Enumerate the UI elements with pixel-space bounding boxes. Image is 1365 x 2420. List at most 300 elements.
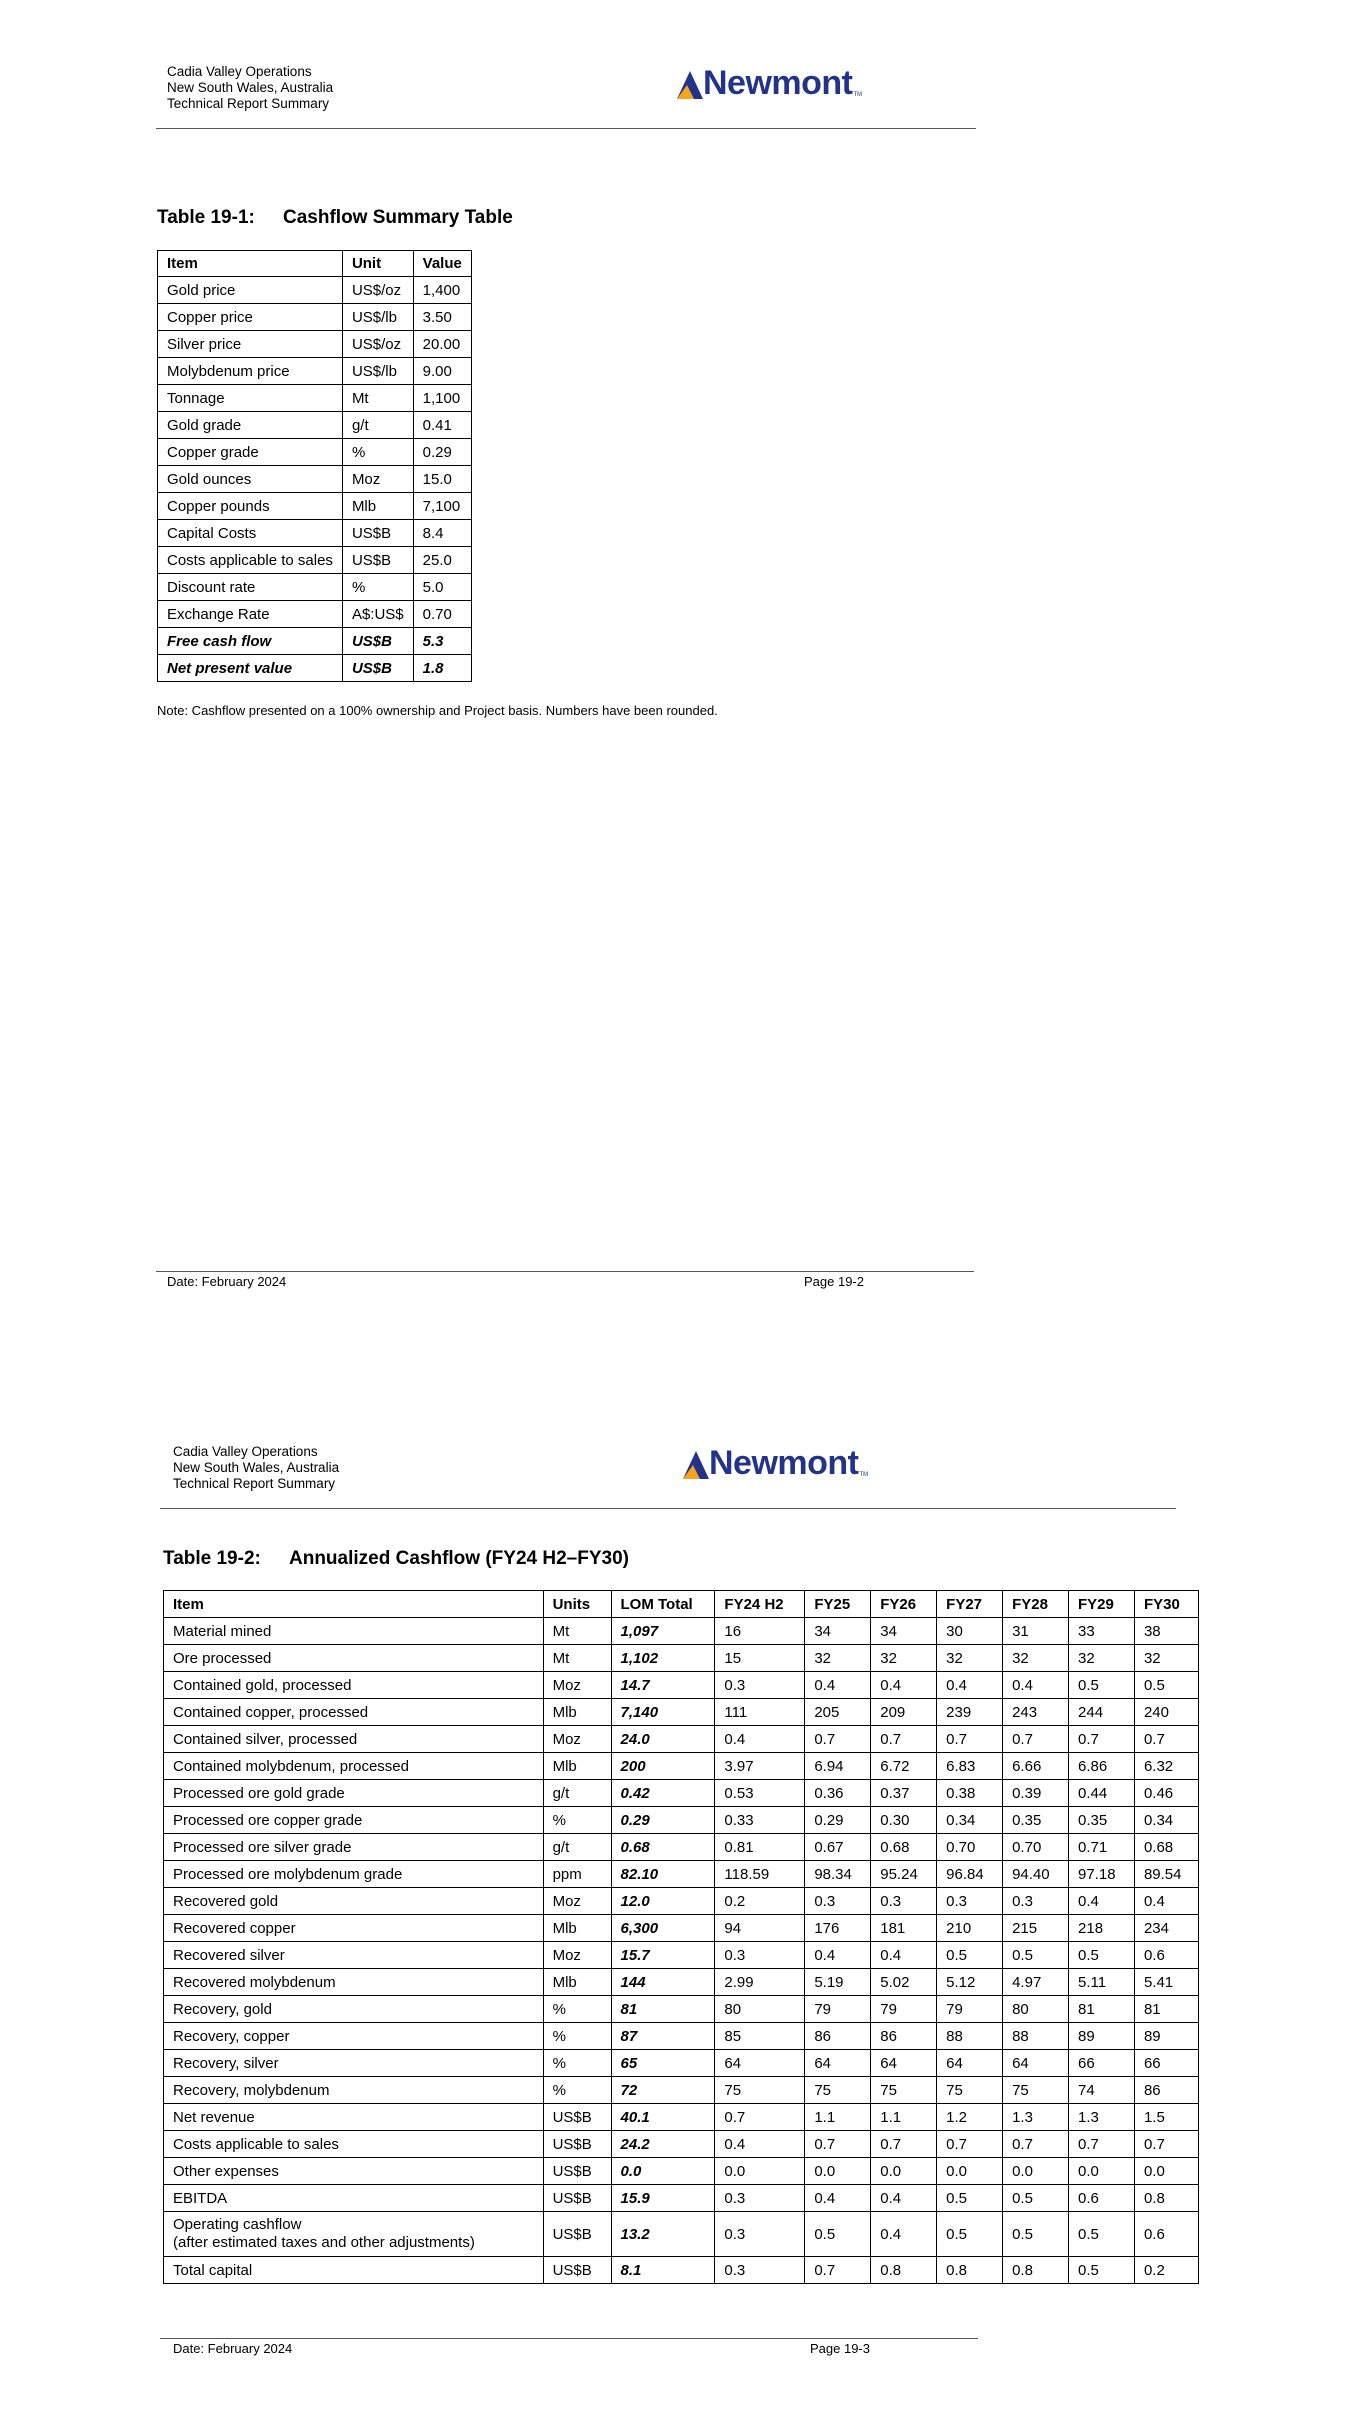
table-cell: 0.4 <box>805 1942 871 1969</box>
table-cell: 0.5 <box>1069 2212 1135 2257</box>
table-cell: % <box>543 2050 611 2077</box>
table-cell: 0.7 <box>1069 2131 1135 2158</box>
table-row <box>164 2185 1199 2212</box>
table-cell: 0.5 <box>1134 1672 1198 1699</box>
table-cell: Mlb <box>543 1915 611 1942</box>
table-cell: 80 <box>715 1996 805 2023</box>
table-cell: Mlb <box>543 1753 611 1780</box>
table-cell: g/t <box>543 1780 611 1807</box>
table-cell: 1.5 <box>1134 2104 1198 2131</box>
table-cell: Gold grade <box>158 412 343 439</box>
table-row <box>158 520 472 547</box>
table-cell: 0.0 <box>1069 2158 1135 2185</box>
table-cell: 31 <box>1003 1618 1069 1645</box>
table-cell: 0.2 <box>715 1888 805 1915</box>
table-cell: 34 <box>871 1618 937 1645</box>
page1-footer-page: Page 19-2 <box>804 1274 864 1289</box>
table-cell: 15.9 <box>611 2185 715 2212</box>
table-cell: 8.1 <box>611 2257 715 2284</box>
table-cell: 0.46 <box>1134 1780 1198 1807</box>
table-cell: 176 <box>805 1915 871 1942</box>
table-row <box>158 601 472 628</box>
row-label: Contained copper, processed <box>164 1699 544 1726</box>
table-cell: 0.3 <box>1003 1888 1069 1915</box>
table-cell: Tonnage <box>158 385 343 412</box>
table-cell: 32 <box>871 1645 937 1672</box>
table-cell: 64 <box>805 2050 871 2077</box>
table-row <box>164 1915 1199 1942</box>
table-cell: 89 <box>1134 2023 1198 2050</box>
row-label: Recovered silver <box>164 1942 544 1969</box>
table-row <box>164 1834 1199 1861</box>
table-cell: Free cash flow <box>158 628 343 655</box>
logo-trademark: TM <box>859 1471 869 1478</box>
row-label: Recovered copper <box>164 1915 544 1942</box>
table-cell: 0.39 <box>1003 1780 1069 1807</box>
table-cell: 0.2 <box>1134 2257 1198 2284</box>
row-label: Recovery, silver <box>164 2050 544 2077</box>
table-cell: 1.3 <box>1069 2104 1135 2131</box>
table-cell: 0.4 <box>1134 1888 1198 1915</box>
page1-header-rule <box>156 128 976 129</box>
table-cell: 75 <box>805 2077 871 2104</box>
row-label: Contained gold, processed <box>164 1672 544 1699</box>
row-label: Material mined <box>164 1618 544 1645</box>
table-cell: Gold ounces <box>158 466 343 493</box>
table-cell: 0.29 <box>611 1807 715 1834</box>
table-cell: 6.86 <box>1069 1753 1135 1780</box>
row-label: Total capital <box>164 2257 544 2284</box>
column-header: FY26 <box>871 1591 937 1618</box>
header-line-location: New South Wales, Australia <box>173 1460 340 1475</box>
page2-header-text <box>173 1444 339 1492</box>
table-cell: 6.83 <box>937 1753 1003 1780</box>
table-row <box>158 277 472 304</box>
table-cell: Mt <box>543 1645 611 1672</box>
page1-table-title <box>157 207 513 229</box>
table-cell: 0.7 <box>871 2131 937 2158</box>
table-cell: 0.35 <box>1003 1807 1069 1834</box>
table-cell: 8.4 <box>413 520 471 547</box>
table-cell: 0.41 <box>413 412 471 439</box>
row-label: Ore processed <box>164 1645 544 1672</box>
row-label: Recovered gold <box>164 1888 544 1915</box>
header-line-location: New South Wales, Australia <box>167 80 334 95</box>
table-cell: 81 <box>611 1996 715 2023</box>
table-row <box>158 574 472 601</box>
row-label: Recovery, gold <box>164 1996 544 2023</box>
table-cell: % <box>543 1996 611 2023</box>
table-cell: 144 <box>611 1969 715 1996</box>
table-cell: 86 <box>1134 2077 1198 2104</box>
table-cell: 89.54 <box>1134 1861 1198 1888</box>
table-row <box>158 358 472 385</box>
table-header-row <box>158 251 472 277</box>
table-cell: 0.7 <box>805 1726 871 1753</box>
table-cell: 0.4 <box>1003 1672 1069 1699</box>
page1-footer-date: Date: February 2024 <box>167 1274 287 1289</box>
table-cell: 0.3 <box>715 2212 805 2257</box>
table-cell: 0.81 <box>715 1834 805 1861</box>
table-row <box>158 331 472 358</box>
table-cell: g/t <box>342 412 413 439</box>
page2-footer-page: Page 19-3 <box>810 2341 870 2356</box>
table-cell: 1,097 <box>611 1618 715 1645</box>
table-cell: 240 <box>1134 1699 1198 1726</box>
row-label: EBITDA <box>164 2185 544 2212</box>
table-cell: 6.32 <box>1134 1753 1198 1780</box>
table-cell: 0.8 <box>1003 2257 1069 2284</box>
table-cell: 0.6 <box>1069 2185 1135 2212</box>
table-cell: 0.4 <box>715 2131 805 2158</box>
row-label: Other expenses <box>164 2158 544 2185</box>
row-label: Processed ore gold grade <box>164 1780 544 1807</box>
table-cell: 25.0 <box>413 547 471 574</box>
table-row <box>164 1996 1199 2023</box>
table-cell: 0.3 <box>871 1888 937 1915</box>
table-cell: 33 <box>1069 1618 1135 1645</box>
table-cell: US$B <box>543 2185 611 2212</box>
row-label: Net revenue <box>164 2104 544 2131</box>
table-row <box>164 2050 1199 2077</box>
row-label: Processed ore silver grade <box>164 1834 544 1861</box>
table-cell: 0.8 <box>871 2257 937 2284</box>
table-cell: 0.5 <box>1069 1942 1135 1969</box>
logo-trademark: TM <box>853 91 863 98</box>
column-header: Value <box>413 251 471 277</box>
table-cell: 0.44 <box>1069 1780 1135 1807</box>
row-label: Contained molybdenum, processed <box>164 1753 544 1780</box>
column-header: FY27 <box>937 1591 1003 1618</box>
table-cell: 75 <box>1003 2077 1069 2104</box>
header-line-report: Technical Report Summary <box>167 96 330 111</box>
table-cell: 34 <box>805 1618 871 1645</box>
table-cell: 0.7 <box>1003 1726 1069 1753</box>
table-cell: 0.0 <box>1003 2158 1069 2185</box>
table-cell: 0.7 <box>871 1726 937 1753</box>
page2-footer-date: Date: February 2024 <box>173 2341 293 2356</box>
table-cell: 205 <box>805 1699 871 1726</box>
page1-header-text <box>167 64 333 112</box>
table-cell: 5.0 <box>413 574 471 601</box>
table-cell: 0.0 <box>1134 2158 1198 2185</box>
table-cell: 12.0 <box>611 1888 715 1915</box>
table-cell: 234 <box>1134 1915 1198 1942</box>
table-row <box>158 466 472 493</box>
annualized-cashflow-table <box>163 1590 1199 2284</box>
row-label: Processed ore molybdenum grade <box>164 1861 544 1888</box>
table-cell: 79 <box>871 1996 937 2023</box>
table-cell: 0.33 <box>715 1807 805 1834</box>
table-cell: 5.02 <box>871 1969 937 1996</box>
table-cell: Copper grade <box>158 439 343 466</box>
table-row <box>164 2104 1199 2131</box>
page1-footer-rule <box>156 1271 974 1272</box>
table-cell: US$B <box>543 2212 611 2257</box>
table-cell: 0.7 <box>1134 1726 1198 1753</box>
table-cell: 215 <box>1003 1915 1069 1942</box>
table-cell: 1,102 <box>611 1645 715 1672</box>
table-cell: 0.4 <box>715 1726 805 1753</box>
table-row <box>164 1753 1199 1780</box>
table-cell: Gold price <box>158 277 343 304</box>
table-cell: 0.34 <box>1134 1807 1198 1834</box>
table-cell: 0.7 <box>1134 2131 1198 2158</box>
table-cell: 32 <box>1069 1645 1135 1672</box>
column-header: FY24 H2 <box>715 1591 805 1618</box>
table-cell: 1.3 <box>1003 2104 1069 2131</box>
table-cell: 0.29 <box>805 1807 871 1834</box>
table-cell: 0.0 <box>937 2158 1003 2185</box>
table-cell: % <box>543 2077 611 2104</box>
table-row <box>164 2212 1199 2257</box>
table-cell: 5.41 <box>1134 1969 1198 1996</box>
table-cell: 0.0 <box>611 2158 715 2185</box>
table-cell: 15.7 <box>611 1942 715 1969</box>
table-cell: Capital Costs <box>158 520 343 547</box>
table-cell: 0.0 <box>715 2158 805 2185</box>
table-cell: US$/oz <box>342 277 413 304</box>
table-cell: 75 <box>715 2077 805 2104</box>
table-cell: 94.40 <box>1003 1861 1069 1888</box>
table-cell: 0.5 <box>805 2212 871 2257</box>
table-cell: 65 <box>611 2050 715 2077</box>
table-cell: 244 <box>1069 1699 1135 1726</box>
table-cell: 97.18 <box>1069 1861 1135 1888</box>
table-cell: 0.67 <box>805 1834 871 1861</box>
page1-newmont-logo <box>677 64 862 103</box>
table-cell: 0.7 <box>937 2131 1003 2158</box>
table-cell: 96.84 <box>937 1861 1003 1888</box>
table-cell: 0.71 <box>1069 1834 1135 1861</box>
table-cell: 0.4 <box>805 1672 871 1699</box>
table-number: Table 19-2: <box>163 1548 261 1569</box>
table-cell: 72 <box>611 2077 715 2104</box>
table-cell: 0.8 <box>1134 2185 1198 2212</box>
table-cell: US$B <box>342 655 413 682</box>
table-cell: 0.7 <box>805 2131 871 2158</box>
table-cell: US$B <box>342 628 413 655</box>
newmont-mark-icon <box>677 69 703 99</box>
table-cell: 0.30 <box>871 1807 937 1834</box>
table-cell: 95.24 <box>871 1861 937 1888</box>
header-line-report: Technical Report Summary <box>173 1476 336 1491</box>
table-cell: 6,300 <box>611 1915 715 1942</box>
table-row <box>158 547 472 574</box>
table-row <box>164 1807 1199 1834</box>
table-cell: 0.4 <box>937 1672 1003 1699</box>
table-cell: 1.8 <box>413 655 471 682</box>
table-row <box>158 439 472 466</box>
table-cell: 6.72 <box>871 1753 937 1780</box>
table-row <box>164 2077 1199 2104</box>
table-cell: 0.0 <box>871 2158 937 2185</box>
table-cell: 0.5 <box>1003 2212 1069 2257</box>
table-cell: Moz <box>342 466 413 493</box>
table-cell: Costs applicable to sales <box>158 547 343 574</box>
table-cell: 0.4 <box>871 2185 937 2212</box>
table-cell: US$B <box>342 520 413 547</box>
table-cell: 94 <box>715 1915 805 1942</box>
table-cell: 1.1 <box>805 2104 871 2131</box>
table-cell: US$/lb <box>342 358 413 385</box>
table-cell: 0.70 <box>937 1834 1003 1861</box>
table-cell: US$B <box>342 547 413 574</box>
table-cell: % <box>543 1807 611 1834</box>
table-row <box>158 493 472 520</box>
table-cell: 0.3 <box>937 1888 1003 1915</box>
table-cell: 82.10 <box>611 1861 715 1888</box>
logo-wordmark: Newmont <box>709 1444 859 1482</box>
table-cell: 0.4 <box>805 2185 871 2212</box>
table-cell: 111 <box>715 1699 805 1726</box>
table-cell: 0.4 <box>871 1672 937 1699</box>
row-label: Operating cashflow (after estimated taxes and other adjustments) <box>164 2212 544 2257</box>
table-cell: 5.3 <box>413 628 471 655</box>
header-line-company: Cadia Valley Operations <box>167 64 312 79</box>
table-cell: 79 <box>937 1996 1003 2023</box>
table-cell: Molybdenum price <box>158 358 343 385</box>
table-cell: 0.6 <box>1134 2212 1198 2257</box>
table-cell: 0.3 <box>715 2257 805 2284</box>
page1-note: Note: Cashflow presented on a 100% ownership and Project basis. Numbers have been rounded. <box>157 703 718 718</box>
table-cell: 181 <box>871 1915 937 1942</box>
table-cell: 0.3 <box>715 1672 805 1699</box>
table-cell: 0.35 <box>1069 1807 1135 1834</box>
table-cell: 0.5 <box>937 2185 1003 2212</box>
table-cell: % <box>342 574 413 601</box>
table-cell: 15 <box>715 1645 805 1672</box>
table-cell: 0.7 <box>937 1726 1003 1753</box>
table-cell: 86 <box>805 2023 871 2050</box>
column-header: Item <box>158 251 343 277</box>
table-cell: US$/lb <box>342 304 413 331</box>
table-cell: 64 <box>937 2050 1003 2077</box>
table-cell: 64 <box>871 2050 937 2077</box>
table-cell: 118.59 <box>715 1861 805 1888</box>
table-cell: 4.97 <box>1003 1969 1069 1996</box>
table-cell: 14.7 <box>611 1672 715 1699</box>
table-number: Table 19-1: <box>157 207 255 228</box>
table-cell: 0.53 <box>715 1780 805 1807</box>
table-cell: 13.2 <box>611 2212 715 2257</box>
table-cell: 86 <box>871 2023 937 2050</box>
table-cell: 0.0 <box>805 2158 871 2185</box>
table-cell: 20.00 <box>413 331 471 358</box>
table-cell: 0.7 <box>715 2104 805 2131</box>
table-cell: Mt <box>543 1618 611 1645</box>
table-cell: 81 <box>1069 1996 1135 2023</box>
row-label: Processed ore copper grade <box>164 1807 544 1834</box>
table-cell: 209 <box>871 1699 937 1726</box>
table-row <box>164 1861 1199 1888</box>
table-cell: 0.6 <box>1134 1942 1198 1969</box>
table-row <box>164 1888 1199 1915</box>
table-cell: Copper pounds <box>158 493 343 520</box>
table-cell: 38 <box>1134 1618 1198 1645</box>
cashflow-summary-table <box>157 250 472 682</box>
row-label: Recovered molybdenum <box>164 1969 544 1996</box>
table-cell: A$:US$ <box>342 601 413 628</box>
table-row <box>164 1969 1199 1996</box>
table-cell: 87 <box>611 2023 715 2050</box>
table-cell: 40.1 <box>611 2104 715 2131</box>
column-header: Item <box>164 1591 544 1618</box>
column-header: FY29 <box>1069 1591 1135 1618</box>
column-header: Units <box>543 1591 611 1618</box>
page2-footer-rule <box>160 2338 978 2339</box>
table-cell: 0.29 <box>413 439 471 466</box>
header-line-company: Cadia Valley Operations <box>173 1444 318 1459</box>
table-cell: 0.4 <box>871 1942 937 1969</box>
table-cell: 0.3 <box>715 1942 805 1969</box>
table-cell: 0.68 <box>611 1834 715 1861</box>
table-row <box>164 2257 1199 2284</box>
table-cell: Net present value <box>158 655 343 682</box>
table-cell: 32 <box>805 1645 871 1672</box>
column-header: FY30 <box>1134 1591 1198 1618</box>
table-cell: 79 <box>805 1996 871 2023</box>
table-cell: 1,400 <box>413 277 471 304</box>
table-cell: 66 <box>1134 2050 1198 2077</box>
table-cell: 88 <box>1003 2023 1069 2050</box>
table-cell: US$B <box>543 2158 611 2185</box>
table-cell: 85 <box>715 2023 805 2050</box>
page2-header-rule <box>160 1508 1176 1509</box>
table-cell: 30 <box>937 1618 1003 1645</box>
table-cell: 218 <box>1069 1915 1135 1942</box>
table-cell: 32 <box>1134 1645 1198 1672</box>
table-cell: 1.2 <box>937 2104 1003 2131</box>
table-cell: 66 <box>1069 2050 1135 2077</box>
table-cell: US$/oz <box>342 331 413 358</box>
table-cell: 81 <box>1134 1996 1198 2023</box>
table-row <box>164 2131 1199 2158</box>
table-cell: Mlb <box>543 1699 611 1726</box>
page2-table-title <box>163 1548 629 1570</box>
column-header: FY28 <box>1003 1591 1069 1618</box>
table-cell: 3.50 <box>413 304 471 331</box>
table-row <box>164 1618 1199 1645</box>
table-row <box>164 1780 1199 1807</box>
table-cell: % <box>342 439 413 466</box>
table-cell: 0.3 <box>715 2185 805 2212</box>
table-cell: US$B <box>543 2131 611 2158</box>
table-cell: 75 <box>937 2077 1003 2104</box>
table-row <box>164 1699 1199 1726</box>
table-cell: 0.5 <box>937 2212 1003 2257</box>
table-cell: 0.7 <box>805 2257 871 2284</box>
table-cell: Moz <box>543 1888 611 1915</box>
table-cell: 98.34 <box>805 1861 871 1888</box>
table-row <box>158 385 472 412</box>
table-cell: 200 <box>611 1753 715 1780</box>
column-header: LOM Total <box>611 1591 715 1618</box>
row-label: Recovery, copper <box>164 2023 544 2050</box>
row-label: Contained silver, processed <box>164 1726 544 1753</box>
table-cell: Mt <box>342 385 413 412</box>
table-cell: 74 <box>1069 2077 1135 2104</box>
table-cell: 32 <box>1003 1645 1069 1672</box>
table-cell: 0.42 <box>611 1780 715 1807</box>
table-cell: % <box>543 2023 611 2050</box>
table-cell: 0.36 <box>805 1780 871 1807</box>
table-cell: 15.0 <box>413 466 471 493</box>
table-cell: 16 <box>715 1618 805 1645</box>
table-cell: 0.68 <box>1134 1834 1198 1861</box>
table-title-text: Annualized Cashflow (FY24 H2–FY30) <box>289 1548 629 1569</box>
table-cell: 0.5 <box>1003 2185 1069 2212</box>
